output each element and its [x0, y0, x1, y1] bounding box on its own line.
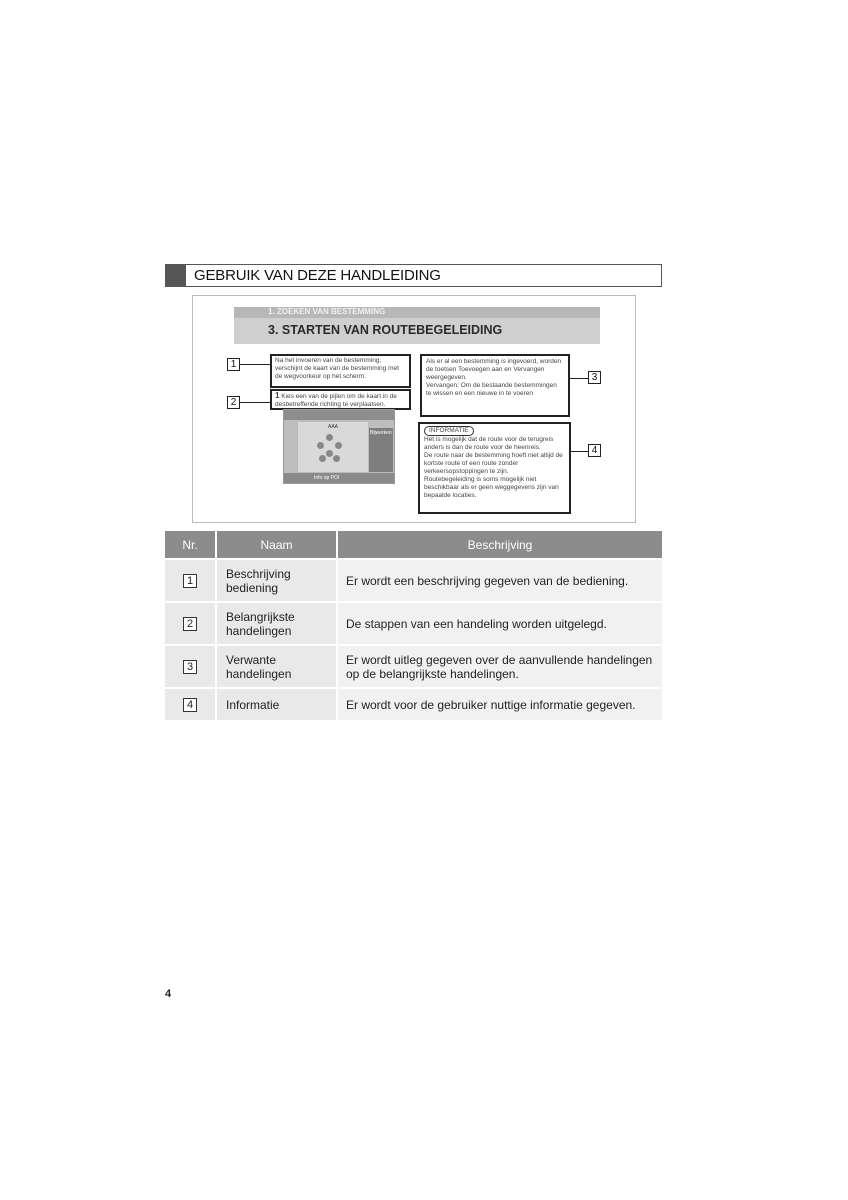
row-name: Beschrijving bediening: [216, 559, 337, 602]
header-naam: Naam: [216, 531, 337, 559]
table-row: [165, 602, 662, 645]
intro-text-box: [270, 354, 411, 388]
row-number-box: 4: [183, 698, 197, 712]
row-number-box: 1: [183, 574, 197, 588]
header-nr: Nr.: [165, 531, 216, 559]
step-number: 1: [275, 391, 280, 400]
callout-4: 4: [588, 444, 601, 457]
callout-1-leader: [240, 364, 270, 365]
example-page-illustration: [192, 295, 636, 523]
section-header: [165, 264, 662, 287]
callout-3: 3: [588, 371, 601, 384]
row-description: Er wordt uitleg gegeven over de aanvullende handelingen op de belangrijkste handelingen.: [337, 645, 662, 688]
related-text-box: [420, 354, 570, 417]
legend-table: [165, 531, 662, 720]
table-row: [165, 559, 662, 602]
related-text-1: Als er al een bestemming is ingevoerd, worden de toetsen Toevoegen aan en Vervangen weergegeven.: [426, 358, 562, 381]
row-number-box: 2: [183, 617, 197, 631]
related-text-2: Vervangen: Om de bestaande bestemmingen te wissen en een nieuwe in te voeren: [426, 382, 557, 397]
info-item: Het is mogelijk dat de route voor de terugreis anders is dan de route voor de heenreis.: [424, 436, 554, 451]
navigation-screen-thumbnail: [283, 409, 395, 484]
illustration-chapter: 1. ZOEKEN VAN BESTEMMING: [268, 307, 386, 316]
section-title: GEBRUIK VAN DEZE HANDLEIDING: [194, 267, 441, 284]
section-header-marker: [166, 265, 186, 286]
row-description: Er wordt voor de gebruiker nuttige informatie gegeven.: [337, 688, 662, 720]
callout-1: 1: [227, 358, 240, 371]
callout-2: 2: [227, 396, 240, 409]
screen-bottom-label: Info op POI: [314, 475, 340, 481]
page-number: 4: [165, 988, 172, 1000]
step-box: [270, 389, 411, 410]
row-number-box: 3: [183, 660, 197, 674]
intro-text: Na het invoeren van de bestemming, verschijnt de kaart van de bestemming met de wegvoorkeur op het scherm.: [275, 357, 399, 380]
illustration-heading: 3. STARTEN VAN ROUTEBEGELEIDING: [268, 323, 503, 337]
information-box: [418, 422, 571, 514]
callout-3-leader: [570, 378, 588, 379]
screen-top-label: AAA: [328, 424, 339, 430]
callout-2-leader: [240, 402, 270, 403]
row-description: Er wordt een beschrijving gegeven van de bediening.: [337, 559, 662, 602]
info-item: De route naar de bestemming hoeft niet altijd de kortste route of een route zonder verkeersopstoppingen te zijn.: [424, 452, 563, 475]
illustration-banner: [234, 307, 600, 344]
row-name: Informatie: [216, 688, 337, 720]
table-row: [165, 688, 662, 720]
row-description: De stappen van een handeling worden uitgelegd.: [337, 602, 662, 645]
step-text: Kies een van de pijlen om de kaart in de desbetreffende richting te verplaatsen.: [275, 393, 397, 408]
screen-side-label: Bijwerken: [370, 430, 392, 436]
info-item: Routebegeleiding is soms mogelijk niet beschikbaar als er geen weggegevens zijn van bepaalde locaties.: [424, 476, 559, 499]
table-header-row: [165, 531, 662, 559]
row-name: Belangrijkste handelingen: [216, 602, 337, 645]
information-label: INFORMATIE: [424, 426, 474, 436]
table-row: [165, 645, 662, 688]
callout-4-leader: [571, 451, 588, 452]
row-name: Verwante handelingen: [216, 645, 337, 688]
header-beschrijving: Beschrijving: [337, 531, 662, 559]
